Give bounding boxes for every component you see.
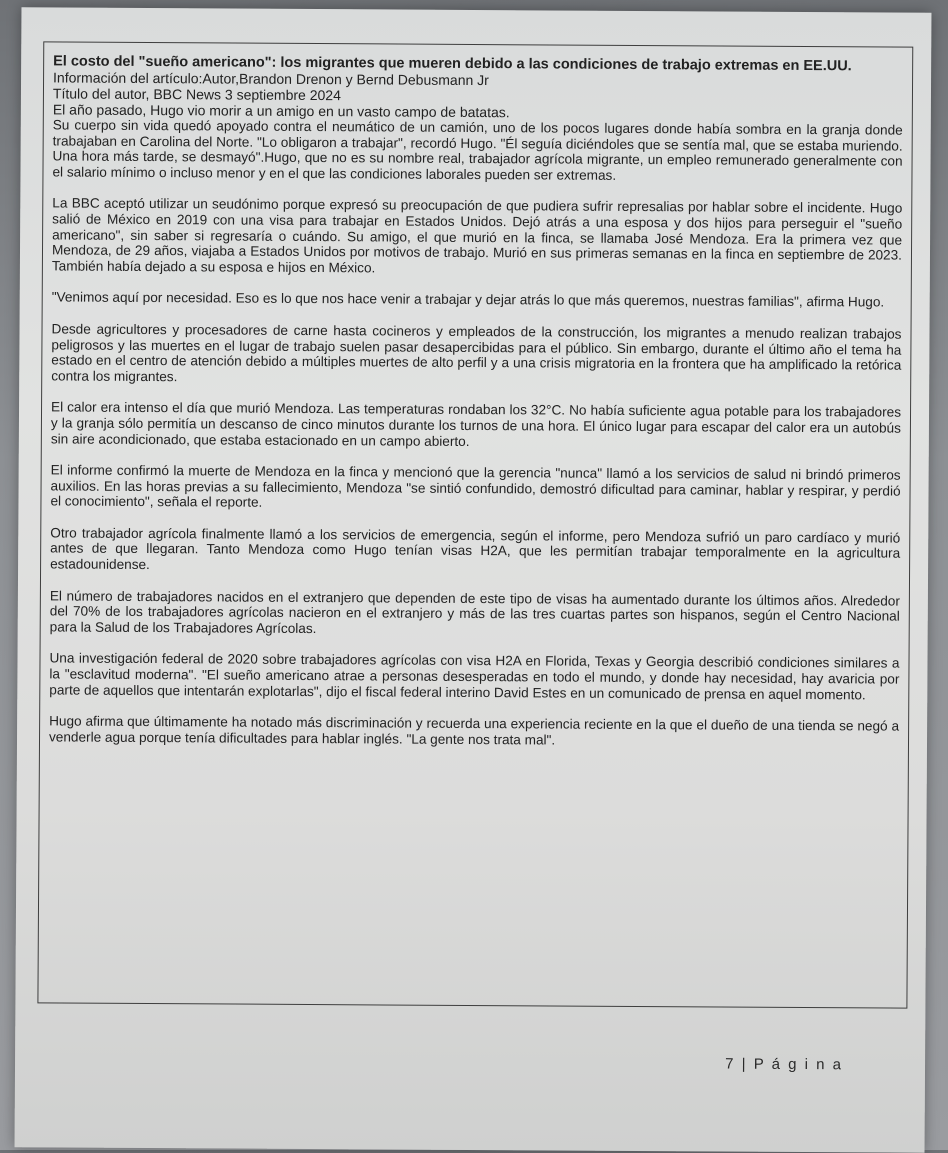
paragraph: Una investigación federal de 2020 sobre trabajadores agrícolas con visa H2A en Florida, Texas y Georgia describió condiciones similares a la "esclavitud moderna". "El sueño americano atrae a personas desesperadas en todo el mundo, y donde hay necesidad, hay avaricia por parte de aquellos que intentarán explotarlas", dijo el fiscal federal interino David Estes en un comunicado de prensa en aquel momento. [49,650,900,703]
paragraph: La BBC aceptó utilizar un seudónimo porque expresó su preocupación de que pudiera sufrir represalias por hablar sobre el incidente. Hugo salió de México en 2019 con una visa para trabajar en Estados Unidos. Dejó atrás a una esposa y dos hijos para perseguir el "sueño americano", sin saber si regresaría o cuándo. Su amigo, el que murió en la finca, se llamaba José Mendoza. Era la primera vez que Mendoza, de 29 años, viajaba a Estados Unidos por motivos de trabajo. Murió en sus primeras semanas en la finca en septiembre de 2023. También había dejado a su esposa e hijos en México. [51,195,903,276]
paragraph: Hugo afirma que últimamente ha notado más discriminación y recuerda una experiencia reciente en la que el dueño de una tienda se negó a venderle agua porque tenía dificultades para hablar inglés. "La gente nos trata mal". [48,713,900,748]
article-info: Información del artículo:Autor,Brandon Drenon y Bernd Debusmann Jr [53,69,489,89]
page-number: 7 | P á g i n a [725,1055,844,1074]
paragraph: El informe confirmó la muerte de Mendoza en la finca y mencionó que la gerencia "nunca" llamó a los servicios de salud ni brindó primeros auxilios. En las horas previas a su fallecimiento, Mendoza "se sintió confundido, demostró dificultad para caminar, hablar y respirar, y perdió el conocimiento", señala el reporte. [50,462,901,510]
paragraph: Su cuerpo sin vida quedó apoyado contra el neumático de un camión, uno de los pocos lugares donde había sombra en la granja donde trabajaban en Carolina del Norte. "Lo obligaron a trabajar", recordó Hugo. "Él seguía diciéndoles que se sentía mal, que se estaba muriendo. Una hora más tarde, se desmayó".Hugo, que no es su nombre real, trabajador agrícola migrante, un empleo remunerado generalmente con el salario mínimo o incluso menor y en el que las condiciones laborales pueden ser extremas. [52,117,903,183]
article-title: El costo del "sueño americano": los migrantes que mueren debido a las condiciones de trabajo extremas en EE.UU. [53,53,852,75]
article-content [49,53,903,766]
paragraph: Otro trabajador agrícola finalmente llamó a los servicios de emergencia, según el informe, pero Mendoza sufrió un paro cardíaco y murió antes de que llegaran. Tanto Mendoza como Hugo tenían visas H2A, que les permitían trabajar temporalmente en la agricultura estadounidense. [50,525,901,573]
lead-sentence: El año pasado, Hugo vio morir a un amigo en un vasto campo de batatas. [52,101,510,121]
paragraph: "Venimos aquí por necesidad. Eso es lo que nos hace venir a trabajar y dejar atrás lo que más queremos, nuestras familias", afirma Hugo. [51,289,885,310]
paragraph: El calor era intenso el día que murió Mendoza. Las temperaturas rondaban los 32°C. No había suficiente agua potable para los trabajadores y la granja sólo permitía un descanso de cinco minutos durante los turnos de una hora. El único lugar para escapar del calor era un autobús sin aire acondicionado, que estaba estacionado en un campo abierto. [50,399,902,449]
paragraph: Desde agricultores y procesadores de carne hasta cocineros y empleados de la construcción, los migrantes a menudo realizan trabajos peligrosos y las muertes en el lugar de trabajo suelen pasar desapercibidas para el público. Sin embargo, durante el último año el tema ha estado en el centro de atención debido a múltiples muertes de alto perfil y a una crisis migratoria en la frontera que ha amplificado la retórica contra los migrantes. [51,321,902,384]
document-page [15,7,932,1153]
author-title: Título del autor, BBC News 3 septiembre 2024 [52,85,341,104]
paragraph: El número de trabajadores nacidos en el extranjero que dependen de este tipo de visas ha aumentado durante los últimos años. Alrededor del 70% de los trabajadores agrícolas nacieron en el extranjero y más de las tres cuartas partes son hispanos, según el Centro Nacional para la Salud de los Trabajadores Agrícolas. [49,588,900,636]
